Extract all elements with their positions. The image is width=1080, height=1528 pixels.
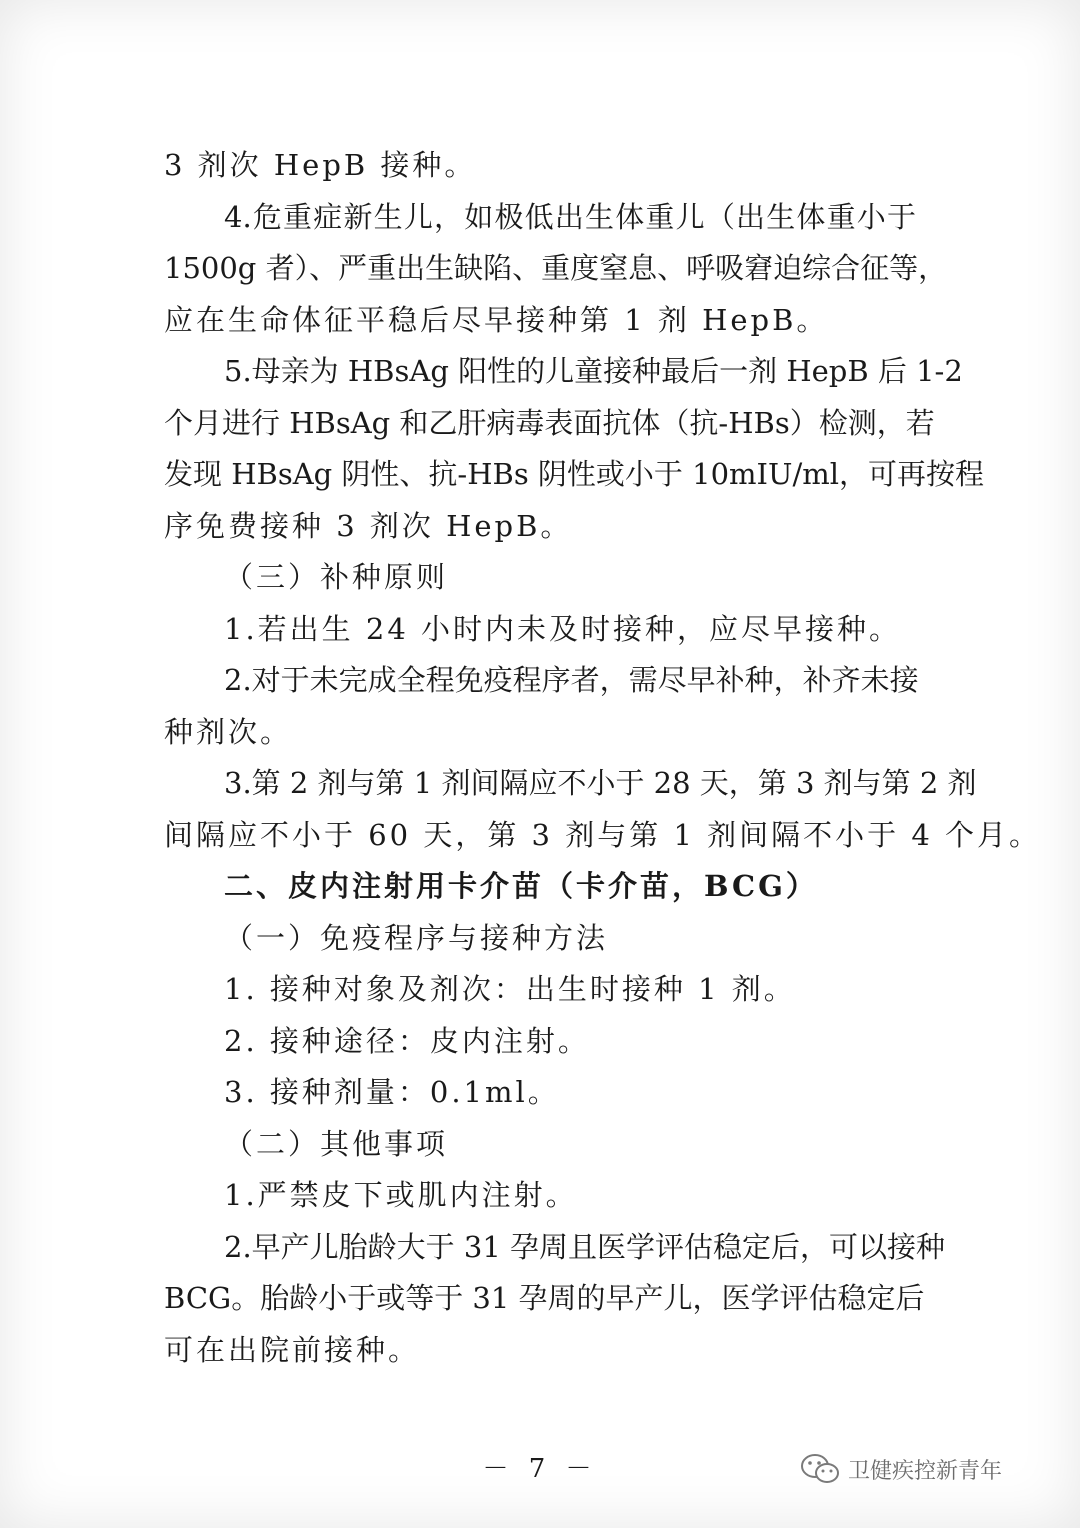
paragraph-line: 3. 接种剂量：0.1ml。: [224, 1075, 560, 1109]
section-subheading: （二）其他事项: [224, 1126, 449, 1161]
wechat-icon: [800, 1452, 840, 1486]
paragraph-line: 3 剂次 HepB 接种。: [164, 148, 477, 182]
paragraph-line: 2.早产儿胎龄大于 31 孕周且医学评估稳定后，可以接种: [224, 1229, 946, 1264]
section-heading: 二、皮内注射用卡介苗（卡介苗，BCG）: [224, 869, 818, 903]
watermark-text: 卫健疾控新青年: [848, 1458, 1003, 1484]
paragraph-line: 2.对于未完成全程免疫程序者，需尽早补种，补齐未接: [224, 663, 919, 697]
paragraph-line: 5.母亲为 HBsAg 阳性的儿童接种最后一剂 HepB 后 1-2: [224, 354, 963, 388]
paragraph-line: 4.危重症新生儿，如极低出生体重儿（出生体重小于: [224, 199, 916, 234]
paragraph-line: 2. 接种途径：皮内注射。: [224, 1023, 590, 1058]
paragraph-line: 序免费接种 3 剂次 HepB。: [164, 508, 573, 543]
document-body: [164, 140, 1042, 1376]
paragraph-line: 个月进行 HBsAg 和乙肝病毒表面抗体（抗-HBs）检测，若: [164, 405, 935, 440]
paragraph-line: 发现 HBsAg 阴性、抗-HBs 阴性或小于 10mIU/ml，可再按程: [164, 457, 984, 491]
paragraph-line: 1.若出生 24 小时内未及时接种，应尽早接种。: [224, 611, 902, 646]
page-number: － 7 －: [482, 1454, 598, 1484]
section-subheading: （三）补种原则: [224, 560, 449, 594]
paragraph-line: 1500g 者）、严重出生缺陷、重度窒息、呼吸窘迫综合征等，: [164, 251, 948, 285]
paragraph-line: 3.第 2 剂与第 1 剂间隔应不小于 28 天，第 3 剂与第 2 剂: [224, 766, 977, 800]
paragraph-line: 可在出院前接种。: [164, 1332, 421, 1367]
paragraph-line: 种剂次。: [164, 714, 293, 749]
paragraph-line: 1. 接种对象及剂次：出生时接种 1 剂。: [224, 972, 796, 1006]
paragraph-line: 1.严禁皮下或肌内注射。: [224, 1178, 578, 1212]
paragraph-line: BCG。胎龄小于或等于 31 孕周的早产儿，医学评估稳定后: [164, 1281, 925, 1315]
section-subheading: （一）免疫程序与接种方法: [224, 920, 609, 955]
paragraph-line: 间隔应不小于 60 天，第 3 剂与第 1 剂间隔不小于 4 个月。: [164, 817, 1042, 852]
paragraph-line: 应在生命体征平稳后尽早接种第 1 剂 HepB。: [164, 302, 829, 337]
watermark: [800, 1452, 1002, 1486]
